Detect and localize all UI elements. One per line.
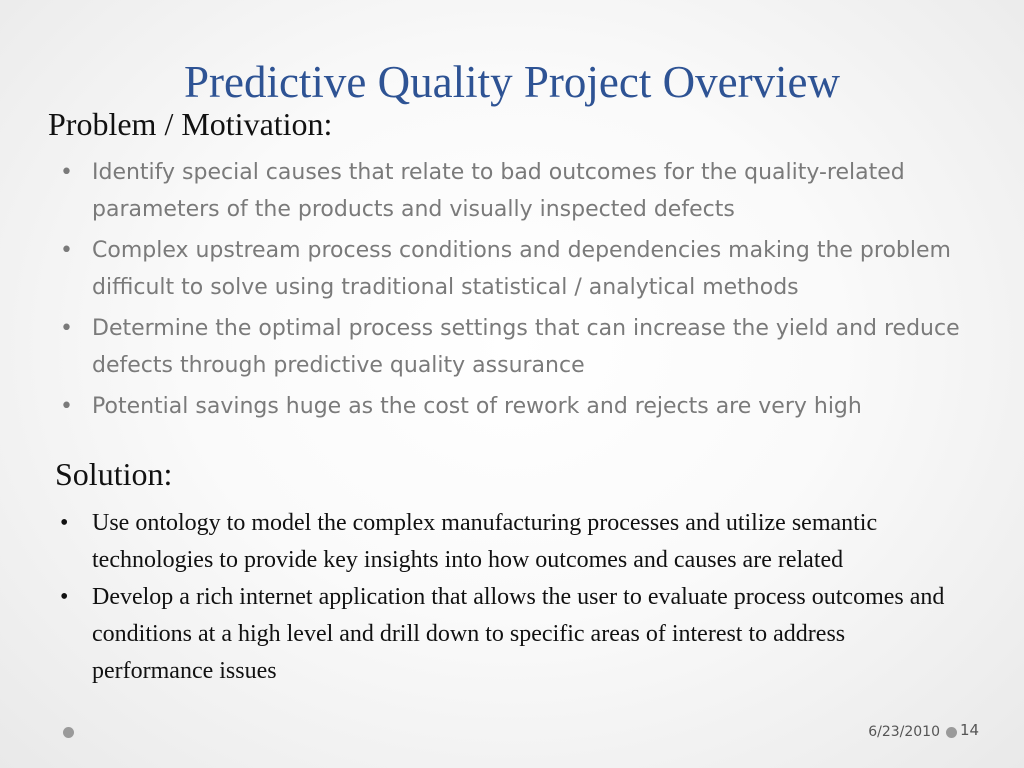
problem-bullet-text: Potential savings huge as the cost of rework and rejects are very high (92, 394, 862, 419)
footer-dot-icon (946, 727, 957, 738)
slide-title: Predictive Quality Project Overview (183, 57, 841, 107)
bullet-icon: • (60, 510, 69, 536)
problem-bullet-item (60, 310, 960, 384)
problem-heading: Problem / Motivation: (48, 106, 333, 142)
bullet-icon: • (60, 394, 73, 419)
solution-bullet-text: Develop a rich internet application that allows the user to evaluate process outcomes and conditions at a high level and drill down to specific areas of interest to address performance issues (92, 584, 945, 684)
solution-bullet-list (60, 505, 970, 690)
problem-bullet-item (60, 388, 960, 425)
problem-bullet-list (60, 154, 960, 429)
solution-bullet-item (60, 579, 970, 690)
problem-bullet-item (60, 232, 960, 306)
problem-bullet-text: Identify special causes that relate to bad outcomes for the quality-related parameters of the products and visually inspected defects (92, 160, 905, 222)
solution-bullet-text: Use ontology to model the complex manufacturing processes and utilize semantic technologies to provide key insights into how outcomes and causes are related (92, 510, 878, 573)
footer-date: 6/23/2010 (868, 724, 940, 740)
bullet-icon: • (60, 584, 69, 610)
bullet-icon: • (60, 238, 73, 263)
problem-bullet-text: Determine the optimal process settings that can increase the yield and reduce defects through predictive quality assurance (92, 316, 960, 378)
solution-bullet-item (60, 505, 970, 579)
footer-dot-icon (63, 727, 74, 738)
page-number: 14 (960, 721, 980, 739)
solution-heading: Solution: (55, 456, 173, 492)
bullet-icon: • (60, 316, 73, 341)
problem-bullet-text: Complex upstream process conditions and dependencies making the problem difficult to solve using traditional statistical / analytical methods (92, 238, 951, 300)
problem-bullet-item (60, 154, 960, 228)
bullet-icon: • (60, 160, 73, 185)
